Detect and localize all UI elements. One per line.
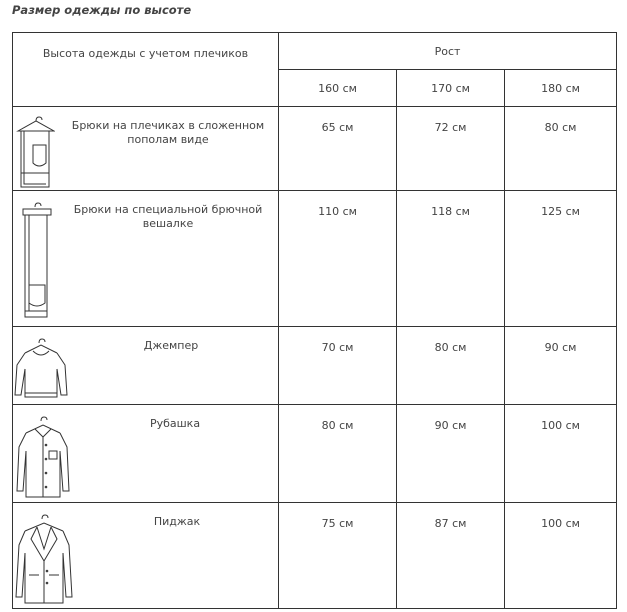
- header-height-180: 180 см: [505, 70, 617, 107]
- trousers-on-trouser-hanger-icon: [17, 195, 57, 325]
- header-row: [13, 33, 617, 70]
- row-label: Брюки на плечиках в сложенном пополам виде: [71, 119, 265, 146]
- value-cell: 110 см: [279, 191, 397, 327]
- value-cell: 87 см: [397, 503, 505, 609]
- header-height-170: 170 см: [397, 70, 505, 107]
- value-cell: 90 см: [505, 327, 617, 405]
- value-cell: 90 см: [397, 405, 505, 503]
- jumper-on-hanger-icon: [13, 333, 69, 401]
- size-table: [12, 32, 617, 609]
- header-height-group: Рост: [279, 33, 617, 70]
- table-row: [13, 107, 617, 191]
- value-cell: 72 см: [397, 107, 505, 191]
- value-cell: 75 см: [279, 503, 397, 609]
- header-height-160: 160 см: [279, 70, 397, 107]
- value-cell: 65 см: [279, 107, 397, 191]
- row-label-cell: [13, 191, 279, 327]
- value-cell: 100 см: [505, 405, 617, 503]
- row-label: Рубашка: [149, 417, 201, 430]
- row-label: Пиджак: [153, 515, 201, 528]
- row-label-cell: [13, 327, 279, 405]
- page-title: Размер одежды по высоте: [12, 3, 192, 17]
- table-row: [13, 327, 617, 405]
- row-label: Брюки на специальной брючной вешалке: [73, 203, 263, 230]
- value-cell: 80 см: [505, 107, 617, 191]
- shirt-on-hanger-icon: [13, 411, 73, 501]
- table-row: [13, 405, 617, 503]
- value-cell: 100 см: [505, 503, 617, 609]
- table-row: [13, 191, 617, 327]
- folded-trousers-on-hanger-icon: [15, 111, 55, 191]
- header-first-col: Высота одежды с учетом плечиков: [13, 33, 279, 107]
- jacket-on-hanger-icon: [13, 509, 75, 607]
- row-label: Джемпер: [143, 339, 199, 352]
- value-cell: 80 см: [397, 327, 505, 405]
- value-cell: 118 см: [397, 191, 505, 327]
- row-label-cell: [13, 503, 279, 609]
- value-cell: 125 см: [505, 191, 617, 327]
- value-cell: 70 см: [279, 327, 397, 405]
- row-label-cell: [13, 405, 279, 503]
- value-cell: 80 см: [279, 405, 397, 503]
- row-label-cell: [13, 107, 279, 191]
- table-row: [13, 503, 617, 609]
